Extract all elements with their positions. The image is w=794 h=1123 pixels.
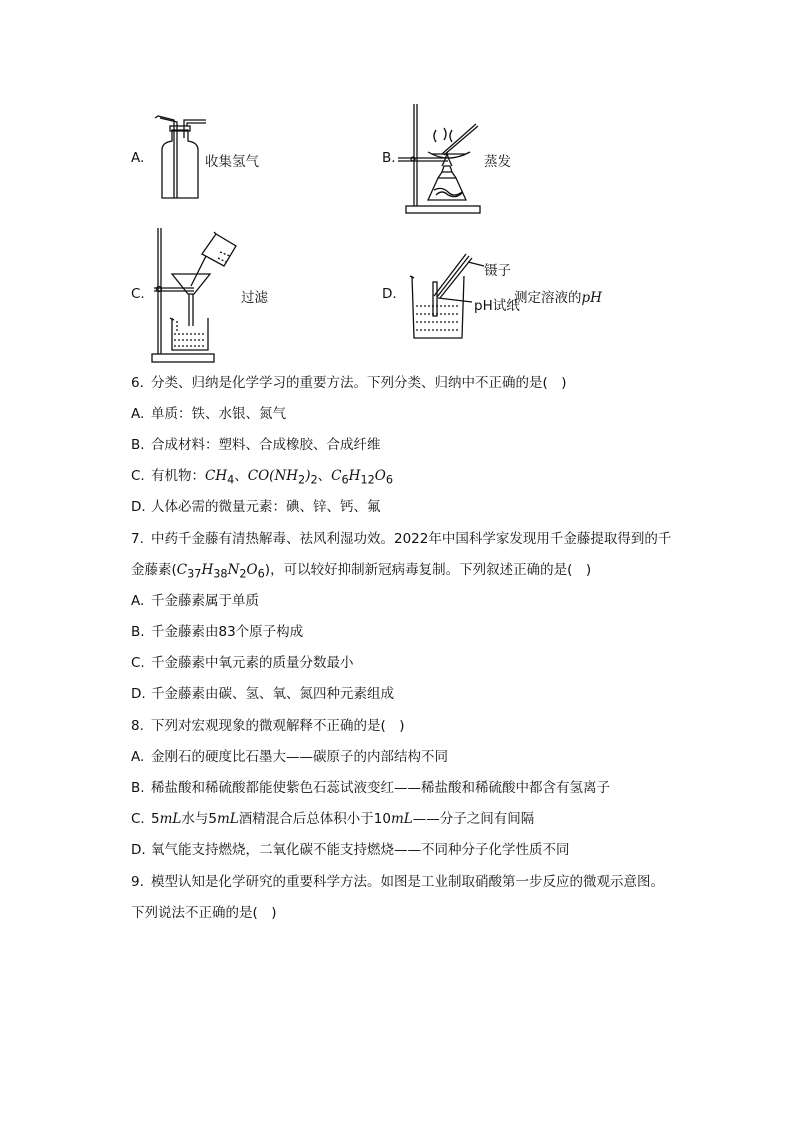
- option-c-caption: 过滤: [241, 290, 268, 306]
- q8-stem: 8. 下列对宏观现象的微观解释不正确的是( ): [131, 718, 405, 734]
- q7-option-a: A. 千金藤素属于单质: [131, 593, 259, 609]
- q7-option-d: D. 千金藤素由碳、氢、氧、氮四种元素组成: [131, 686, 394, 702]
- q9-stem-line1: 9. 模型认知是化学研究的重要科学方法。如图是工业制取硝酸第一步反应的微观示意图。: [131, 874, 664, 890]
- filtration-illustration: [150, 226, 240, 366]
- ph-paper-label: pH试纸: [474, 298, 520, 314]
- gas-bottle-illustration: [150, 112, 210, 204]
- q9-stem-line2: 下列说法不正确的是( ): [131, 905, 277, 921]
- option-d-caption: 测定溶液的pH: [514, 290, 602, 306]
- q6-stem: 6. 分类、归纳是化学学习的重要方法。下列分类、归纳中不正确的是( ): [131, 375, 567, 391]
- q8-option-b: B. 稀盐酸和稀硫酸都能使紫色石蕊试液变红——稀盐酸和稀硫酸中都含有氢离子: [131, 780, 610, 796]
- option-b-caption: 蒸发: [484, 154, 511, 170]
- q6-option-b: B. 合成材料：塑料、合成橡胶、合成纤维: [131, 437, 381, 453]
- option-a-letter: A.: [131, 150, 145, 166]
- tweezers-label: 镊子: [484, 263, 511, 279]
- q7-option-c: C. 千金藤素中氧元素的质量分数最小: [131, 655, 354, 671]
- q7-stem-line1: 7. 中药千金藤有清热解毒、祛风利湿功效。2022年中国科学家发现用千金藤提取得到的千: [131, 531, 672, 547]
- q7-stem-line2: 金藤素$(C_{37}H_{38}N_2O_6)$，可以较好抑制新冠病毒复制。下列叙述正确的是( ): [131, 562, 592, 581]
- option-a-caption: 收集氢气: [205, 154, 259, 170]
- q6-option-d: D. 人体必需的微量元素：碘、锌、钙、氟: [131, 499, 381, 515]
- q8-option-a: A. 金刚石的硬度比石墨大——碳原子的内部结构不同: [131, 749, 448, 765]
- option-c-letter: C.: [131, 286, 145, 302]
- q6-option-a: A. 单质：铁、水银、氮气: [131, 406, 286, 422]
- q6-option-c: C. 有机物：$CH_4$、$CO(NH_2)_2$、$C_6H_{12}O_6$: [131, 468, 394, 487]
- q8-option-d: D. 氧气能支持燃烧，二氧化碳不能支持燃烧——不同种分子化学性质不同: [131, 842, 570, 858]
- q7-option-b: B. 千金藤素由83个原子构成: [131, 624, 304, 640]
- option-d-letter: D.: [382, 286, 397, 302]
- q8-option-c: C. 5mL水与5mL酒精混合后总体积小于10mL——分子之间有间隔: [131, 811, 535, 827]
- evaporation-illustration: [398, 100, 488, 218]
- option-b-letter: B.: [382, 150, 396, 166]
